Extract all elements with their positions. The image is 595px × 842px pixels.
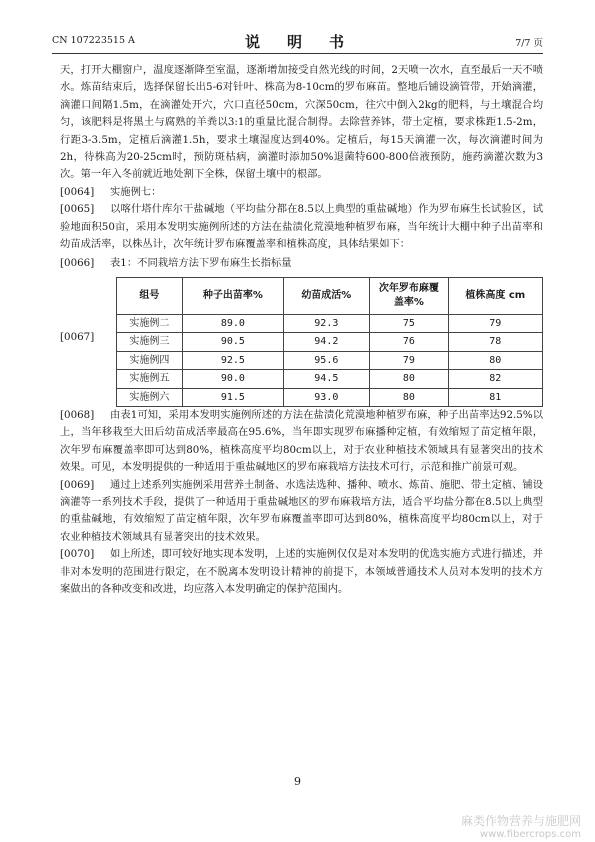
table-row xyxy=(116,333,542,351)
table-header-cell: 植株高度 cm xyxy=(448,277,542,314)
watermark-text: 麻类作物营养与施肥网 xyxy=(460,814,581,828)
document-title: 说 明 书 xyxy=(244,33,350,51)
paragraph-0065 xyxy=(60,201,543,253)
table-row xyxy=(116,388,542,406)
paragraph-text: 以喀什塔什库尔干盐碱地（平均盐分都在8.5以上典型的重盐碱地）作为罗布麻生长试验区，试验地面积50亩，采用本发明实施例所述的方法在盐渍化荒漠地种植罗布麻，当年统计大棚中种子出苗率和幼苗成活率，以株丛计，次年统计罗布麻覆盖率和植株高度，具体结果如下： xyxy=(60,203,543,251)
table-cell: 实施例二 xyxy=(116,314,183,332)
table-cell: 90.0 xyxy=(183,370,283,388)
paragraph-number: [0070] xyxy=(60,548,95,561)
table-cell: 89.0 xyxy=(183,314,283,332)
table-row xyxy=(116,370,542,388)
paragraph-text: 实施例七： xyxy=(110,185,162,198)
table-header-cell: 种子出苗率% xyxy=(183,277,283,314)
table-cell: 实施例四 xyxy=(116,351,183,369)
table-row xyxy=(116,351,542,369)
paragraph-number: [0064] xyxy=(60,185,95,198)
page-header xyxy=(52,31,543,54)
page-number: 9 xyxy=(294,775,301,788)
paragraph-number: [0069] xyxy=(60,478,95,491)
table-cell: 79 xyxy=(370,351,449,369)
table-cell: 78 xyxy=(448,333,542,351)
table-cell: 81 xyxy=(448,388,542,406)
table-header-cell: 组号 xyxy=(116,277,183,314)
table-cell: 80 xyxy=(370,370,449,388)
table-cell: 90.5 xyxy=(183,333,283,351)
paragraph-number: [0067] xyxy=(60,330,95,343)
paragraph-0064 xyxy=(60,184,543,201)
document-body xyxy=(60,62,543,598)
table-cell: 实施例五 xyxy=(116,370,183,388)
table-cell: 实施例六 xyxy=(116,388,183,406)
table-cell: 80 xyxy=(448,351,542,369)
paragraph-number: [0065] xyxy=(60,203,95,216)
table-cell: 91.5 xyxy=(183,388,283,406)
paragraph-text: 由表1可知，采用本发明实施例所述的方法在盐渍化荒漠地种植罗布麻，种子出苗率达92.5%以上，当年移栽至大田后幼苗成活率最高在95.6%，当年即实现罗布麻播种定植，有效缩短了苗定植年限，次年罗布麻覆盖率即可达到80%，植株高度平均80cm以上，对于农业种植技术领域具有显著突出的技术效果。可见，本发明提供的一种适用于重盐碱地区的罗布麻栽培方法技术可行，示范和推广前景可观。 xyxy=(60,408,543,474)
table-header-row xyxy=(116,277,542,314)
table-header-cell: 次年罗布麻覆盖率% xyxy=(370,277,449,314)
document-number: CN 107223515 A xyxy=(52,35,135,46)
table-cell: 75 xyxy=(370,314,449,332)
paragraph-text: 如上所述，即可较好地实现本发明，上述的实施例仅仅是对本发明的优选实施方式进行描述，并非对本发明的范围进行限定，在不脱离本发明设计精神的前提下，本领域普通技术人员对本发明的技术方案做出的各种改变和改进，均应落入本发明确定的保护范围内。 xyxy=(60,548,543,595)
table-cell: 92.5 xyxy=(183,351,283,369)
paragraph-text: 通过上述系列实施例采用营养土制备、水选法选种、播种、喷水、炼苗、施肥、带土定植、铺设滴灌等一系列技术手段，提供了一种适用于重盐碱地区的罗布麻栽培方法，适合平均盐分都在8.5以上典型的重盐碱地，有效缩短了苗定植年限，次年罗布麻覆盖率即可达到80%，植株高度平均80cm以上，对于农业种植技术领域具有显著突出的技术效果。 xyxy=(60,478,543,543)
table-block xyxy=(60,277,543,407)
table-cell: 79 xyxy=(448,314,542,332)
paragraph-0068 xyxy=(60,407,543,477)
table-header-cell: 幼苗成活% xyxy=(283,277,370,314)
paragraph-continued: 天，打开大棚窗户，温度逐渐降至室温，逐渐增加接受自然光线的时间，2天喷一次水，直至最后一天不喷水。炼苗结束后，选择保留长出5-6对针叶、株高为8-10cm的罗布麻苗。整地后铺设滴管带，开始滴灌，滴灌口间隔1.5m，在滴灌处开穴，穴口直径50cm，穴深50cm，往穴中倒入2kg的肥料，与土壤混合均匀，该肥料是将黑土与腐熟的羊粪以3:1的重量比混合制得。去除营养钵，带土定植，要求株距1.5-2m，行距3-3.5m，定植后滴灌1.5h，要求土壤湿度达到40%。定植后，每15天滴灌一次，每次滴灌时间为2h，待株高为20-25cm时，预防斑枯病，滴灌时添加50%退菌特600-800倍液预防，施药滴灌次数为3次。第一年入冬前就近地处割下全株，保留土壤中的根部。 xyxy=(60,64,543,181)
paragraph-0069 xyxy=(60,477,543,547)
page-counter: 7/7 页 xyxy=(515,38,543,49)
table-cell: 93.0 xyxy=(283,388,370,406)
table-cell: 80 xyxy=(370,388,449,406)
table-cell: 94.2 xyxy=(283,333,370,351)
watermark-url: www.fibercrops.com xyxy=(479,829,581,840)
table-row xyxy=(116,314,542,332)
paragraph-number: [0066] xyxy=(60,257,95,270)
table-caption: 表1：不同栽培方法下罗布麻生长指标量 xyxy=(110,257,292,270)
table-cell: 95.6 xyxy=(283,351,370,369)
paragraph-0066 xyxy=(60,255,543,272)
table-cell: 76 xyxy=(370,333,449,351)
table-cell: 实施例三 xyxy=(116,333,183,351)
growth-table xyxy=(116,277,543,407)
watermark xyxy=(461,812,581,840)
paragraph-number: [0068] xyxy=(60,408,95,421)
table-cell: 82 xyxy=(448,370,542,388)
paragraph-0070 xyxy=(60,546,543,598)
table-cell: 92.3 xyxy=(283,314,370,332)
table-cell: 94.5 xyxy=(283,370,370,388)
